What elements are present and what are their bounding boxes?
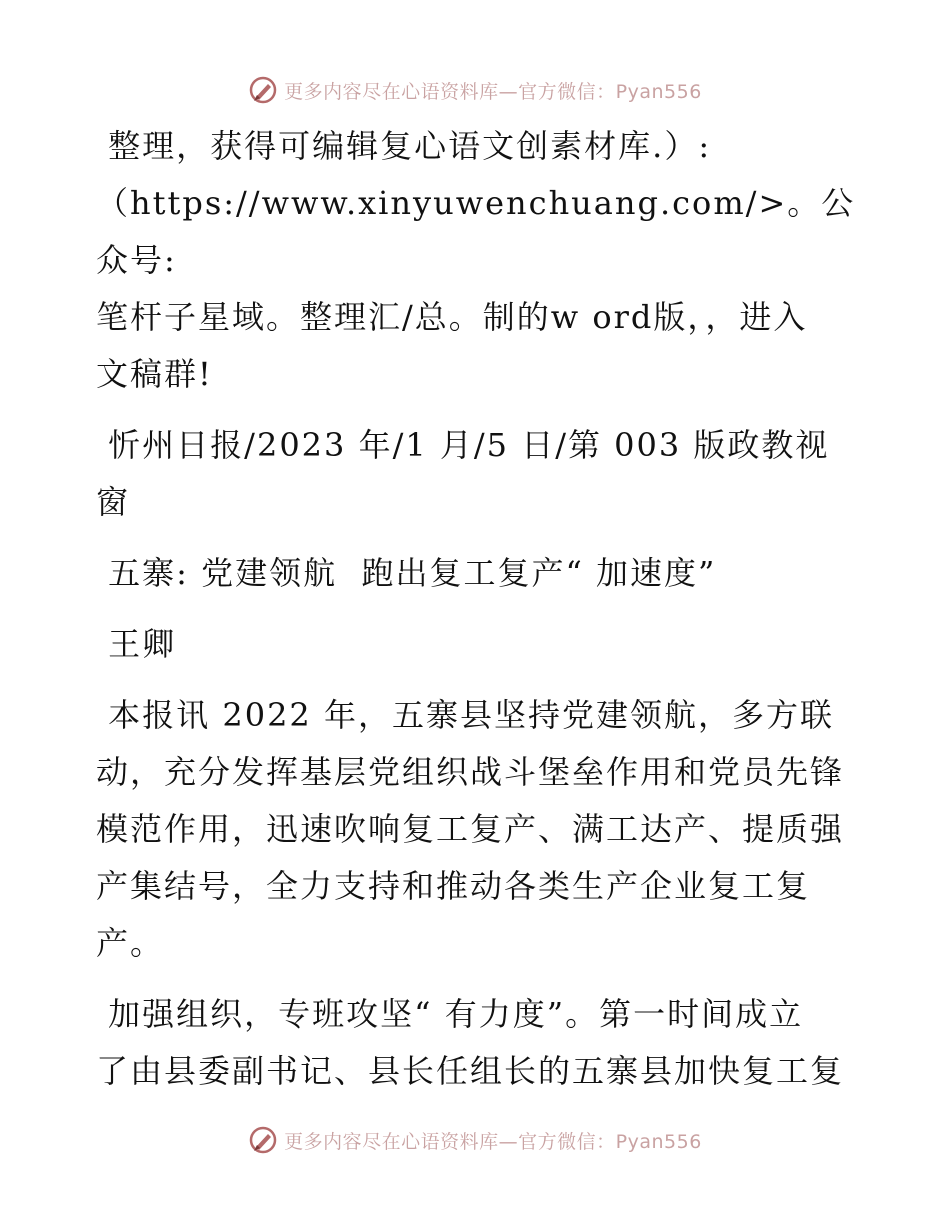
pen-logo-icon (248, 75, 278, 105)
body-paragraph-2: 加强组织，专班攻坚“ 有力度”。第一时间成立 了由县委副书记、县长任组长的五寨县加快复工复 (96, 995, 845, 1090)
body-paragraph-1: 本报讯 2022 年，五寨县坚持党建领航，多方联 动，充分发挥基层党组织战斗堡垒作用和党员先锋 模范作用，迅速吹响复工复产、满工达产、提质强 产集结号，全力支持和推动各类生产企业复工复 产。 (96, 696, 845, 962)
watermark-text: 更多内容尽在心语资料库—官方微信：Pyan556 (284, 1130, 702, 1153)
pen-logo-icon (248, 1125, 278, 1155)
watermark-banner-bottom (0, 1120, 950, 1160)
document-body (96, 118, 866, 1114)
source-line: 忻州日报/2023 年/1 月/5 日/第 003 版政教视 窗 (96, 426, 830, 521)
watermark-text: 更多内容尽在心语资料库—官方微信：Pyan556 (284, 80, 702, 103)
watermark-banner-top (0, 70, 950, 110)
article-title: 五寨: 党建领航 跑出复工复产“ 加速度” (96, 554, 717, 592)
intro-paragraph: 整理，获得可编辑复心语文创素材库.）: （https://www.xinyuwenchuang.com/>。公众号: 笔杆子星域。整理汇/总。制的w ord版，，进入 文稿群! (96, 127, 856, 393)
author-name: 王卿 (96, 625, 177, 663)
